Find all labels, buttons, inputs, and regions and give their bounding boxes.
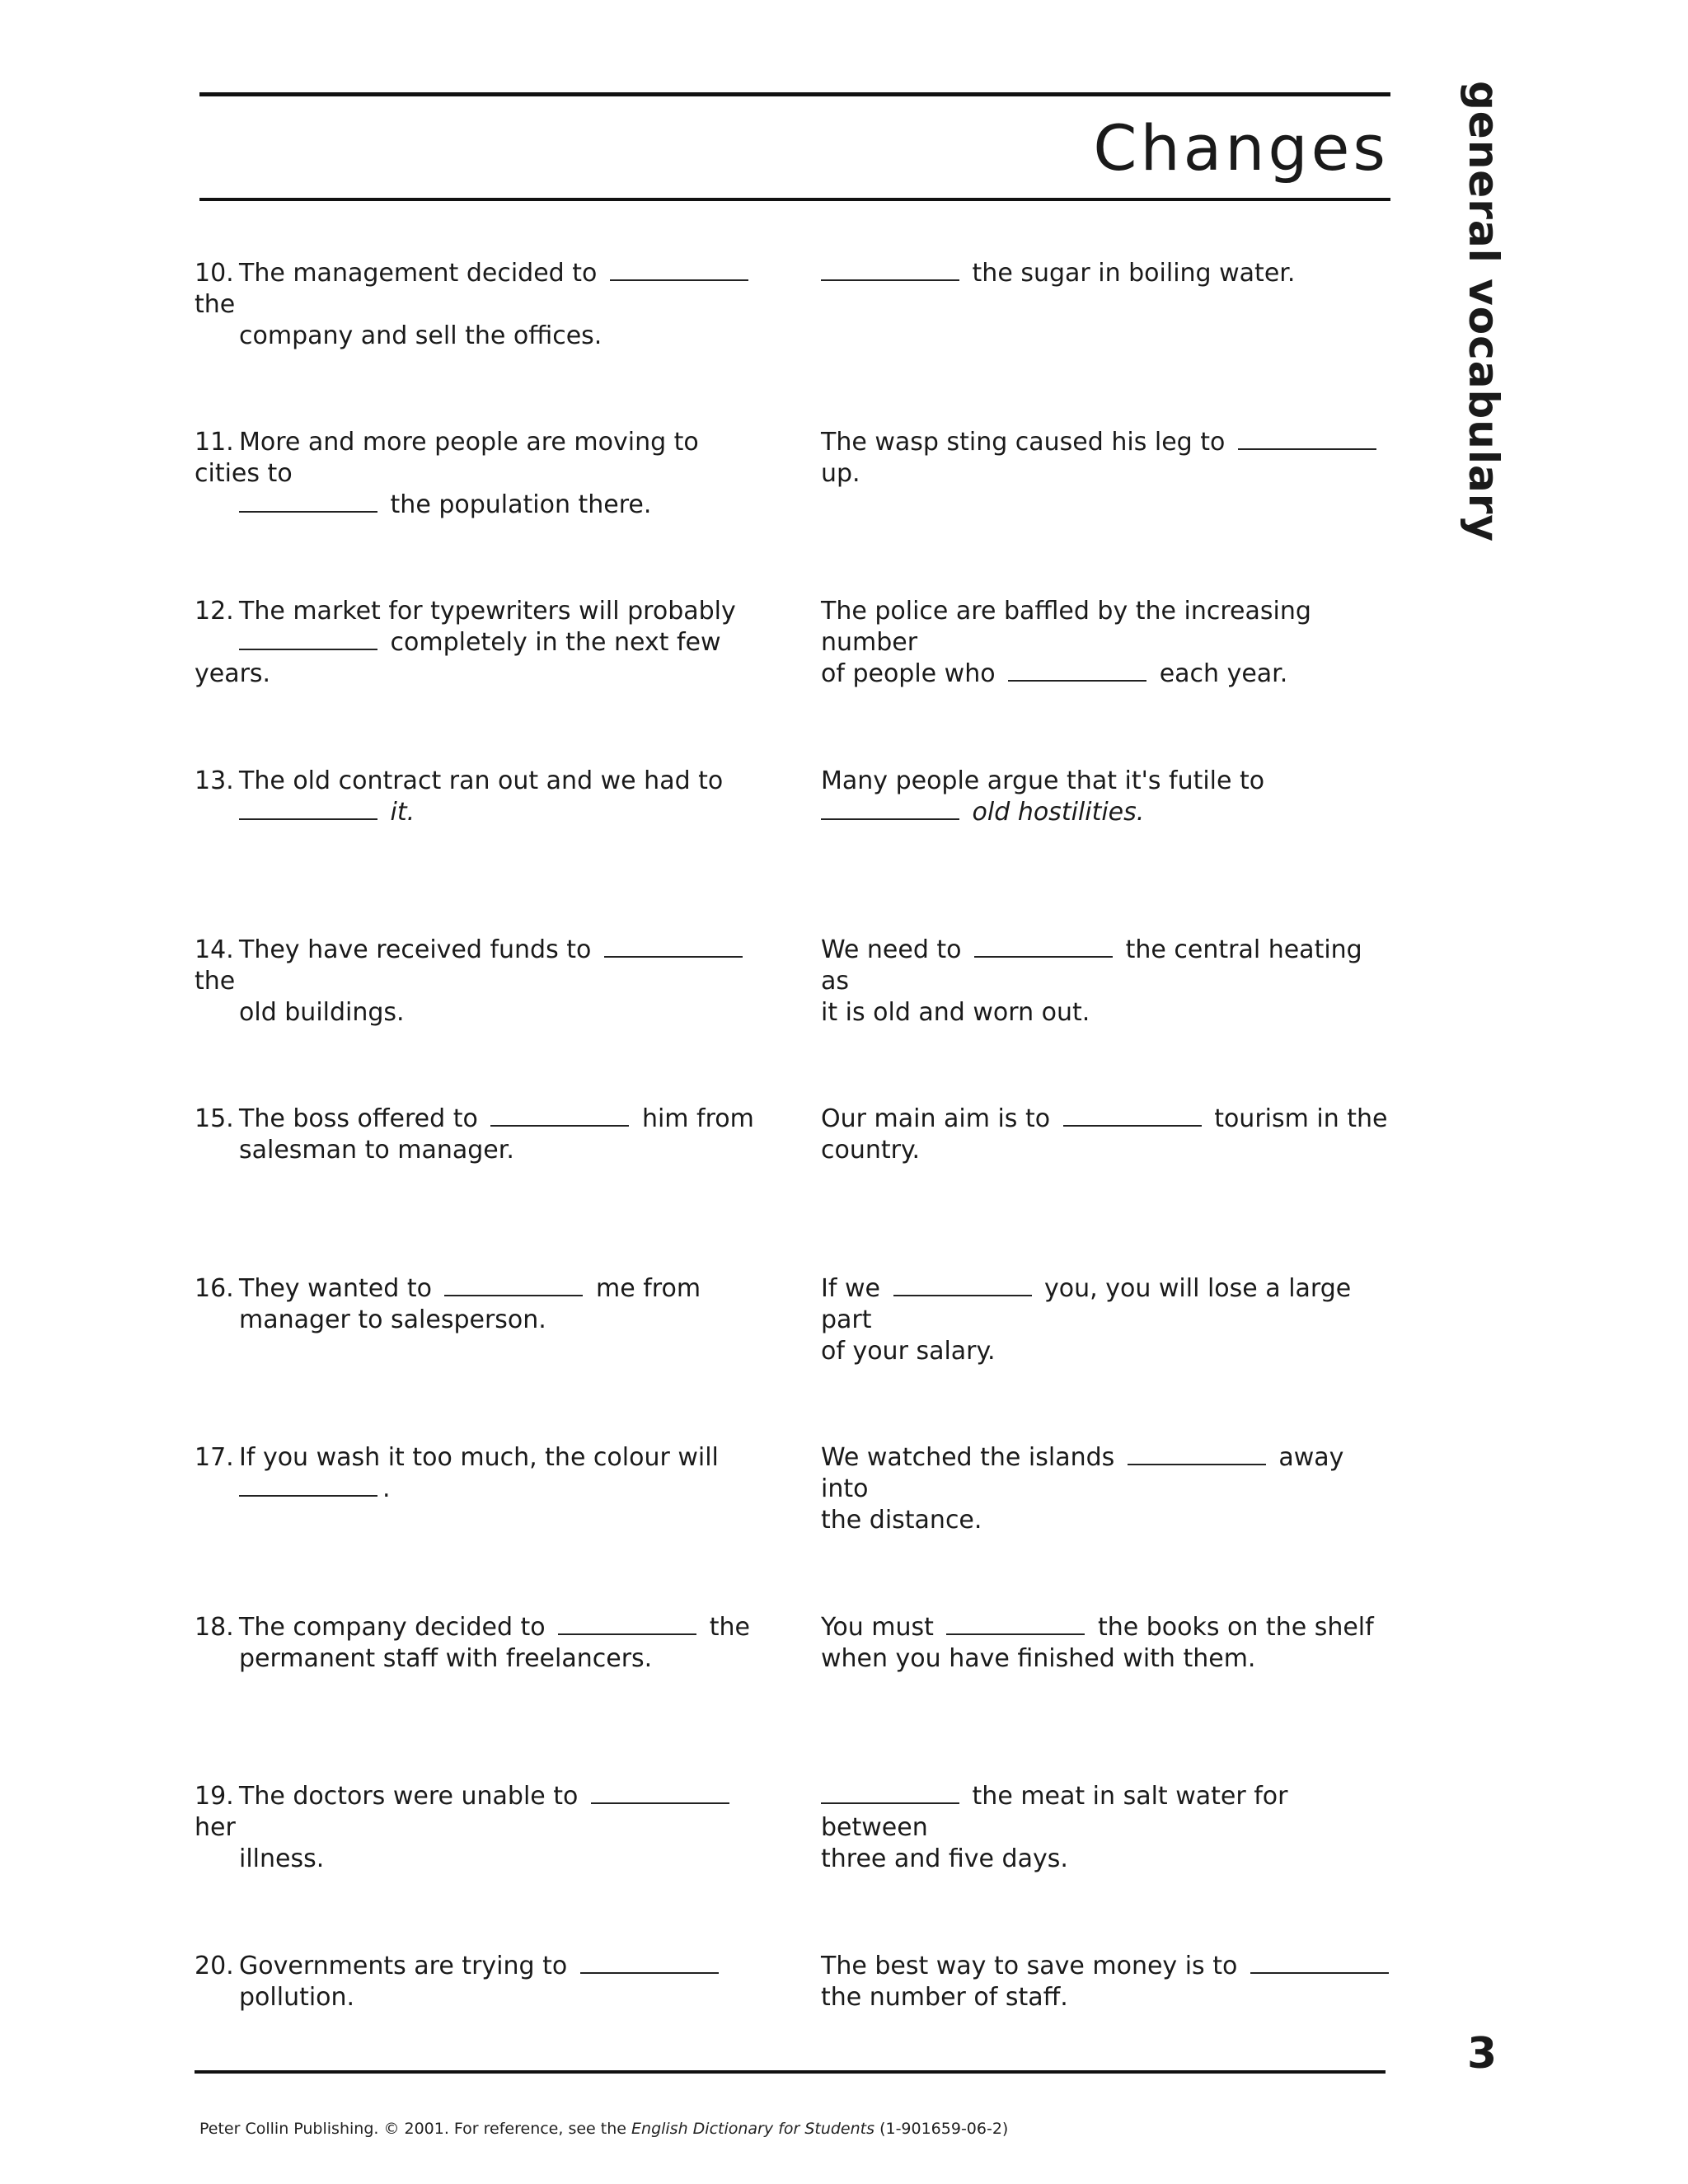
exercise-row-12 (195, 596, 1390, 688)
exercise-number: 11. (195, 428, 234, 457)
sentence-text: it. (390, 798, 415, 827)
exercise-row-19 (195, 1781, 1390, 1873)
sentence-text: her (195, 1813, 236, 1842)
sentence-text: . (382, 1474, 391, 1503)
sentence-text: old hostilities. (972, 798, 1145, 827)
exercise-left-18 (195, 1612, 771, 1675)
sentence-text: We watched the islands (821, 1443, 1115, 1472)
exercise-right-17 (821, 1442, 1398, 1536)
sentence-text: the books on the shelf (1097, 1613, 1374, 1642)
answer-blank[interactable] (239, 493, 377, 513)
footer-book-title: English Dictionary for Students (631, 2120, 875, 2138)
sentence-text: the (195, 967, 236, 996)
answer-blank[interactable] (239, 800, 377, 820)
exercise-left-12 (195, 596, 771, 690)
footer-text: Peter Collin Publishing. © 2001. For reference, see the (199, 2120, 626, 2138)
answer-blank[interactable] (580, 1954, 719, 1974)
exercise-number: 15. (195, 1104, 234, 1133)
exercise-right-16 (821, 1273, 1398, 1367)
answer-blank[interactable] (1008, 662, 1146, 682)
exercise-right-20 (821, 1951, 1398, 2013)
exercise-row-10 (195, 258, 1390, 350)
sentence-text: it is old and worn out. (821, 998, 1090, 1027)
exercise-left-19 (195, 1781, 771, 1875)
sentence-text: of your salary. (821, 1337, 996, 1366)
answer-blank[interactable] (239, 1477, 377, 1497)
footer-rule (195, 2070, 1386, 2074)
page-number: 3 (1467, 2029, 1498, 2079)
exercise-right-14 (821, 935, 1398, 1029)
sentence-text: me from (596, 1274, 701, 1303)
sentence-text: up. (821, 459, 860, 488)
title-rule (199, 198, 1390, 201)
answer-blank[interactable] (610, 261, 748, 281)
sentence-text: More and more people are moving to cities to (195, 428, 699, 488)
sentence-text: completely in the next few years. (195, 628, 721, 688)
sentence-text: the (709, 1613, 750, 1642)
sentence-text: The best way to save money is to (821, 1952, 1238, 1980)
exercise-right-10 (821, 258, 1398, 289)
exercise-number: 10. (195, 259, 234, 288)
sentence-text: the meat in salt water for between (821, 1782, 1288, 1842)
sentence-text: salesman to manager. (239, 1136, 514, 1165)
sentence-text: If we (821, 1274, 880, 1303)
answer-blank[interactable] (490, 1107, 629, 1127)
exercise-number: 19. (195, 1782, 234, 1811)
sentence-text: company and sell the offices. (239, 321, 603, 350)
sentence-text: The police are baffled by the increasing number (821, 597, 1311, 657)
sentence-text: when you have finished with them. (821, 1644, 1256, 1673)
exercise-number: 13. (195, 766, 234, 795)
answer-blank[interactable] (604, 938, 743, 958)
sentence-text: the distance. (821, 1506, 982, 1535)
sentence-text: They have received funds to (239, 935, 592, 964)
sentence-text: tourism in the (1214, 1104, 1388, 1133)
sentence-text: Our main aim is to (821, 1104, 1051, 1133)
exercise-number: 18. (195, 1613, 234, 1642)
sentence-text: If you wash it too much, the colour will (239, 1443, 719, 1472)
sentence-text: the sugar in boiling water. (972, 259, 1296, 288)
side-tab-label: general vocabulary (1460, 81, 1507, 542)
exercise-row-18 (195, 1612, 1390, 1678)
sentence-text: Governments are trying to (239, 1952, 568, 1980)
exercise-row-14 (195, 935, 1390, 1027)
answer-blank[interactable] (591, 1784, 729, 1804)
sentence-text: Many people argue that it's futile to (821, 766, 1265, 795)
sentence-text: each year. (1159, 659, 1288, 688)
answer-blank[interactable] (1128, 1446, 1266, 1465)
exercise-row-17 (195, 1442, 1390, 1535)
sentence-text: away into (821, 1443, 1344, 1503)
sentence-text: the central heating as (821, 935, 1362, 996)
exercise-left-20 (195, 1951, 771, 2013)
answer-blank[interactable] (821, 1784, 959, 1804)
exercise-row-11 (195, 427, 1390, 519)
answer-blank[interactable] (1063, 1107, 1202, 1127)
exercise-right-11 (821, 427, 1398, 490)
answer-blank[interactable] (558, 1615, 696, 1635)
sentence-text: permanent staff with freelancers. (239, 1644, 653, 1673)
section-side-tab (1459, 81, 1508, 542)
exercise-number: 20. (195, 1952, 234, 1980)
exercise-right-12 (821, 596, 1398, 690)
sentence-text: The old contract ran out and we had to (239, 766, 724, 795)
exercise-number: 17. (195, 1443, 234, 1472)
sentence-text: We need to (821, 935, 962, 964)
exercise-left-13 (195, 766, 771, 828)
sentence-text: You must (821, 1613, 934, 1642)
answer-blank[interactable] (1238, 430, 1376, 450)
sentence-text: him from (641, 1104, 754, 1133)
sentence-text: three and five days. (821, 1844, 1068, 1873)
sentence-text: They wanted to (239, 1274, 432, 1303)
answer-blank[interactable] (946, 1615, 1085, 1635)
answer-blank[interactable] (444, 1277, 583, 1296)
sentence-text: the number of staff. (821, 1983, 1068, 2012)
answer-blank[interactable] (1250, 1954, 1389, 1974)
sentence-text: The doctors were unable to (239, 1782, 579, 1811)
sentence-text: you, you will lose a large part (821, 1274, 1352, 1334)
exercise-row-13 (195, 766, 1390, 832)
exercise-right-13 (821, 766, 1398, 828)
exercise-right-19 (821, 1781, 1398, 1875)
sentence-text: The market for typewriters will probably (239, 597, 736, 626)
exercise-left-11 (195, 427, 771, 521)
sentence-text: The wasp sting caused his leg to (821, 428, 1226, 457)
sentence-text: the (195, 290, 236, 319)
exercise-row-15 (195, 1104, 1390, 1169)
footer-isbn: (1-901659-06-2) (879, 2120, 1009, 2138)
exercise-number: 12. (195, 597, 234, 626)
answer-blank[interactable] (893, 1277, 1032, 1296)
sentence-text: pollution. (239, 1983, 355, 2012)
sentence-text: The management decided to (239, 259, 598, 288)
sentence-text: country. (821, 1136, 920, 1165)
sentence-text: old buildings. (239, 998, 405, 1027)
exercise-row-20 (195, 1951, 1390, 2017)
answer-blank[interactable] (821, 800, 959, 820)
exercise-left-14 (195, 935, 771, 1029)
answer-blank[interactable] (974, 938, 1113, 958)
exercise-left-15 (195, 1104, 771, 1166)
answer-blank[interactable] (821, 261, 959, 281)
exercise-left-17 (195, 1442, 771, 1505)
sentence-text: manager to salesperson. (239, 1305, 546, 1334)
sentence-text: The boss offered to (239, 1104, 478, 1133)
sentence-text: The company decided to (239, 1613, 546, 1642)
sentence-text: of people who (821, 659, 996, 688)
exercise-left-16 (195, 1273, 771, 1336)
sentence-text: illness. (239, 1844, 325, 1873)
exercise-right-15 (821, 1104, 1398, 1166)
top-rule (199, 92, 1390, 96)
exercise-number: 14. (195, 935, 234, 964)
answer-blank[interactable] (239, 630, 377, 650)
exercise-number: 16. (195, 1274, 234, 1303)
sentence-text: the population there. (390, 490, 652, 519)
exercise-row-16 (195, 1273, 1390, 1366)
exercise-left-10 (195, 258, 771, 352)
footer-citation (199, 2120, 1008, 2138)
exercise-right-18 (821, 1612, 1398, 1675)
page-title: Changes (1093, 111, 1389, 185)
